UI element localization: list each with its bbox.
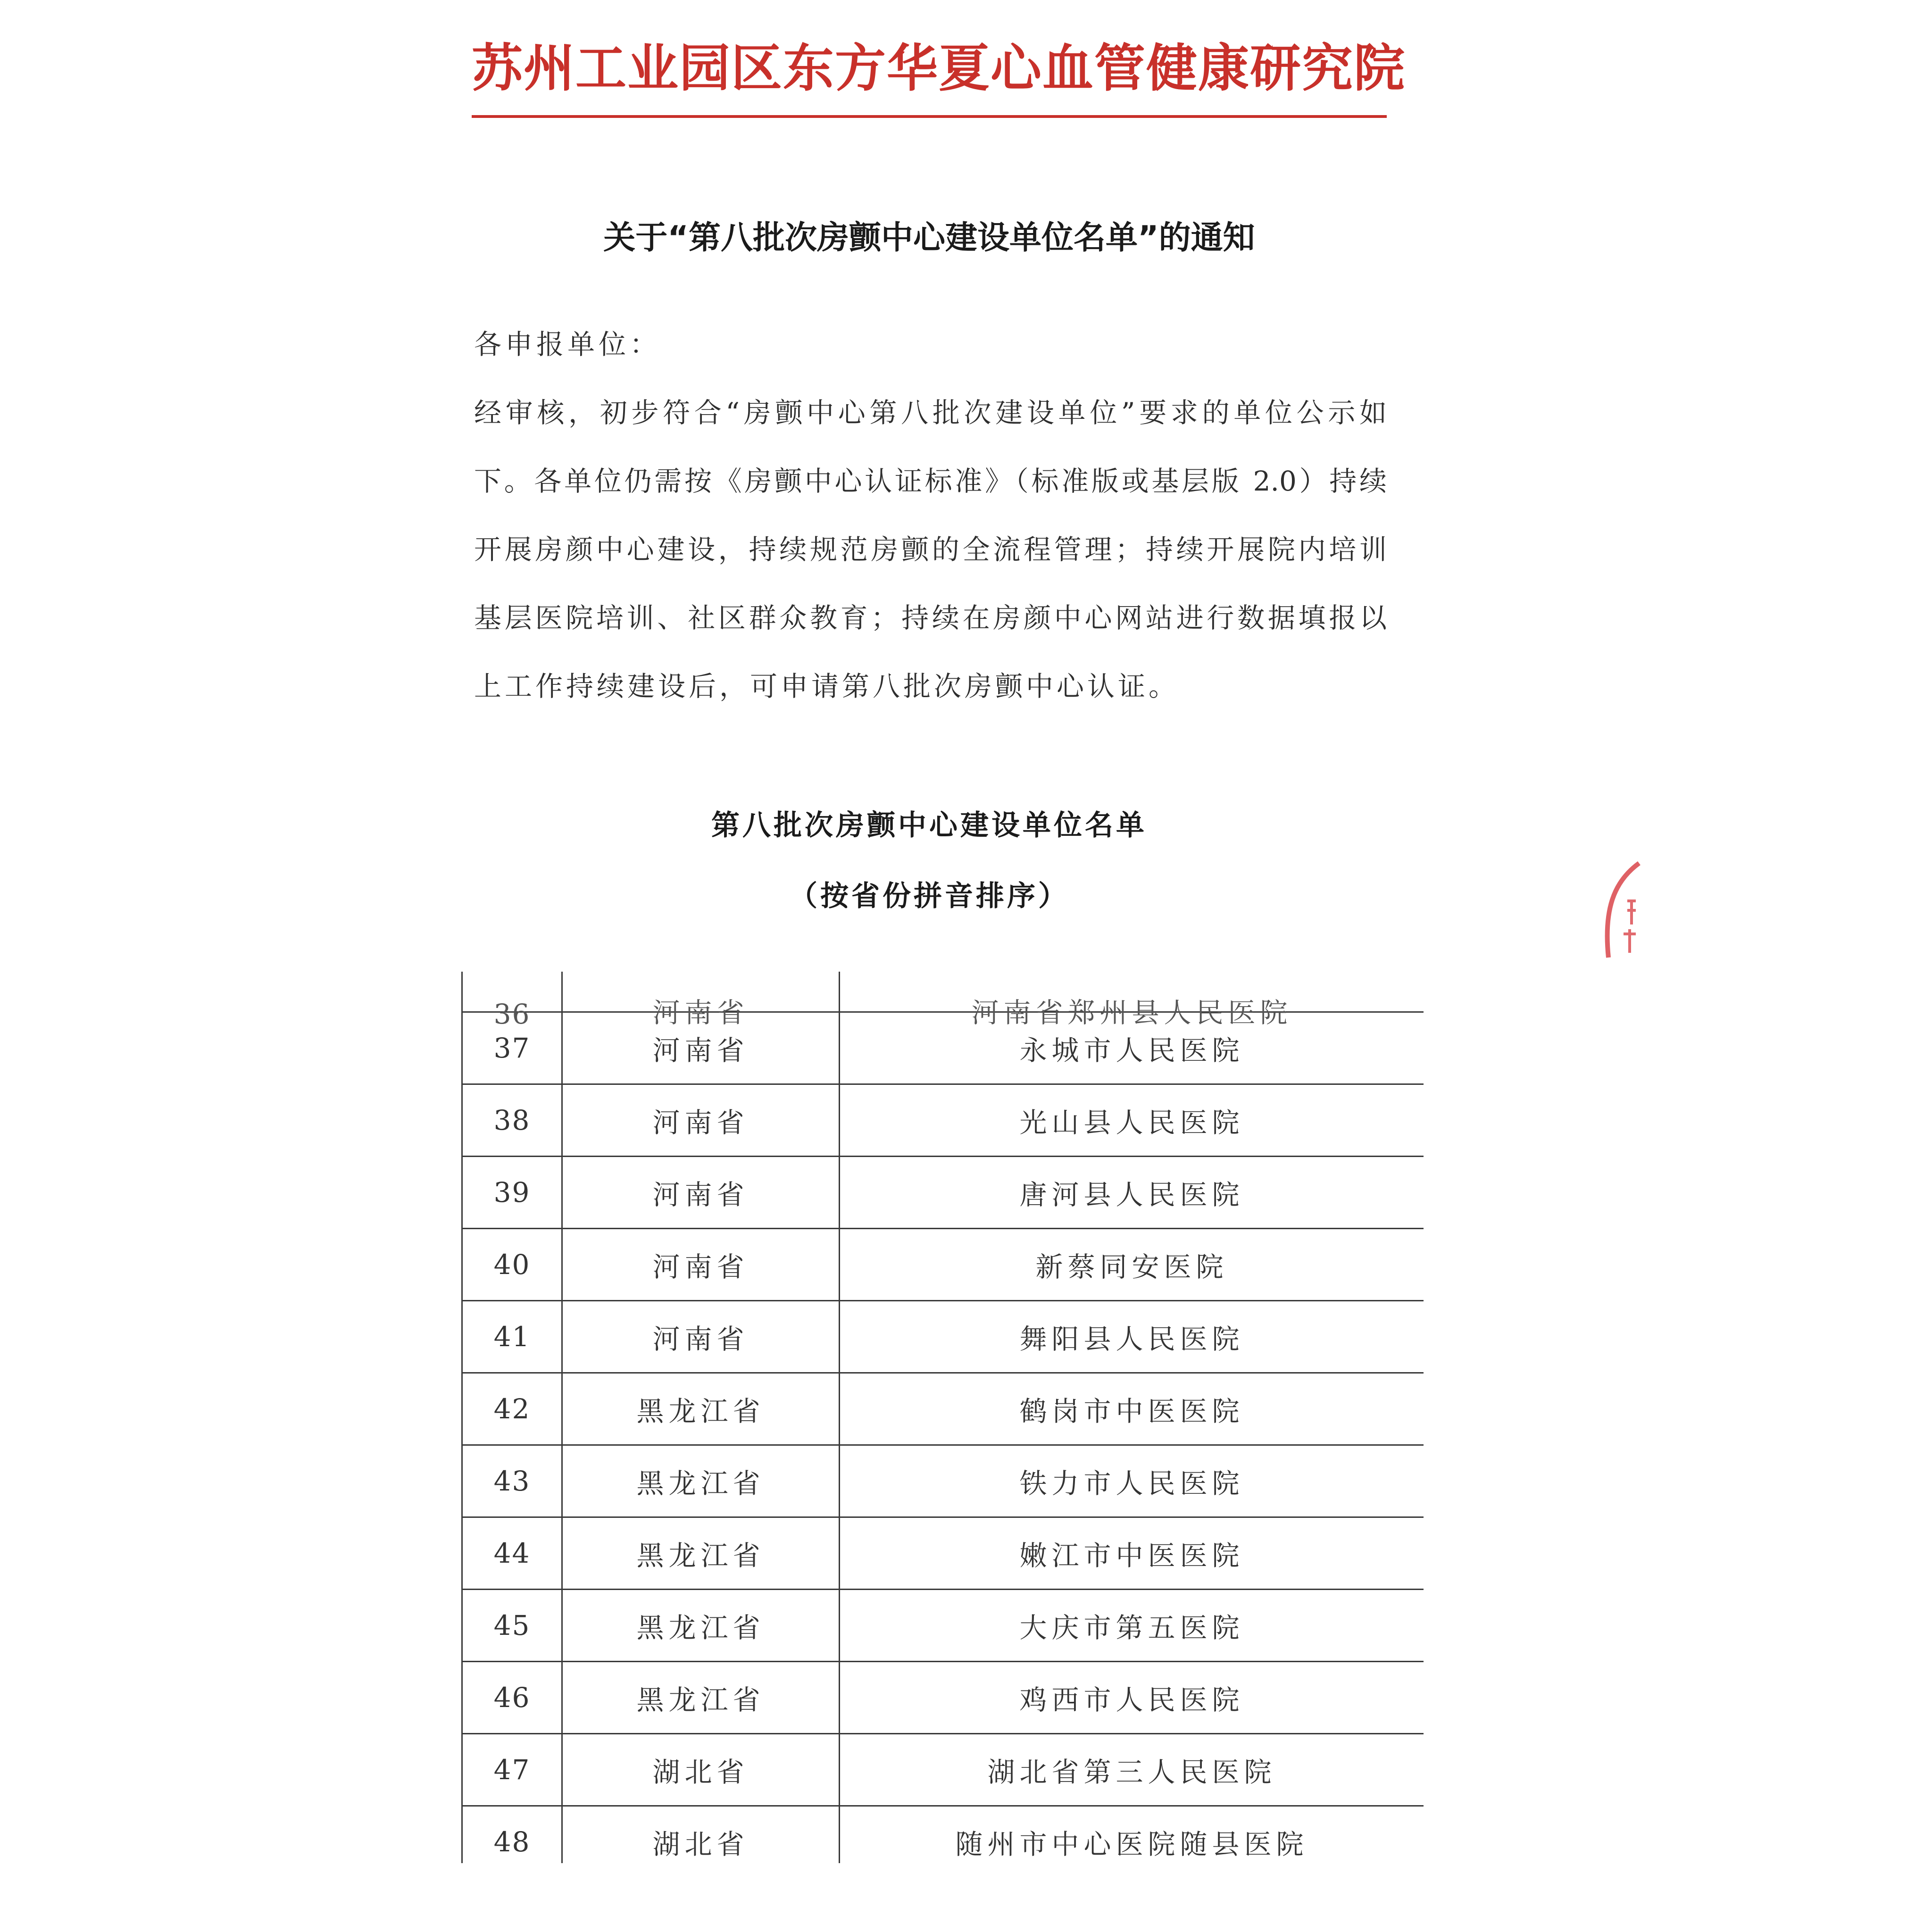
letterhead-divider [472, 115, 1387, 118]
notice-title: 关于“第八批次房颤中心建设单位名单”的通知 [603, 219, 1255, 257]
table-row [462, 1445, 1424, 1517]
row-number: 39 [462, 1157, 562, 1229]
row-number: 43 [462, 1445, 562, 1517]
row-province: 黑龙江省 [562, 1373, 840, 1445]
row-number: 37 [462, 1012, 562, 1084]
row-province: 河南省 [562, 1012, 840, 1084]
row-number: 36 [462, 972, 562, 1012]
row-province: 湖北省 [562, 1734, 840, 1806]
row-number: 41 [462, 1301, 562, 1373]
list-subtitle: （按省份拼音排序） [789, 880, 1069, 913]
row-number: 48 [462, 1806, 562, 1864]
table-row [462, 1157, 1424, 1229]
row-number: 45 [462, 1590, 562, 1662]
row-institution: 鸡西市人民医院 [840, 1662, 1424, 1734]
row-institution: 大庆市第五医院 [840, 1590, 1424, 1662]
table-row-partial [462, 972, 1424, 1012]
row-institution: 鹤岗市中医医院 [840, 1373, 1424, 1445]
body-line-1: 经审核，初步符合“房颤中心第八批次建设单位”要求的单位公示如 [474, 397, 1387, 429]
row-institution: 铁力市人民医院 [840, 1445, 1424, 1517]
row-number: 42 [462, 1373, 562, 1445]
row-institution: 永城市人民医院 [840, 1012, 1424, 1084]
row-institution: 湖北省第三人民医院 [840, 1734, 1424, 1806]
body-line-2: 下。各单位仍需按《房颤中心认证标准》（标准版或基层版 2.0）持续 [474, 465, 1387, 497]
row-institution: 河南省郑州县人民医院 [840, 972, 1424, 1012]
row-province: 河南省 [562, 1084, 840, 1157]
salutation: 各申报单位： [474, 328, 661, 360]
row-province: 河南省 [562, 1229, 840, 1301]
row-province: 河南省 [562, 972, 840, 1012]
row-province: 河南省 [562, 1157, 840, 1229]
row-institution: 随州市中心医院随县医院 [840, 1806, 1424, 1864]
row-province: 河南省 [562, 1301, 840, 1373]
official-seal-fragment [1594, 858, 1641, 976]
body-line-4: 基层医院培训、社区群众教育；持续在房颜中心网站进行数据填报以 [474, 602, 1387, 634]
row-province: 黑龙江省 [562, 1445, 840, 1517]
table-row [462, 1734, 1424, 1806]
row-institution: 光山县人民医院 [840, 1084, 1424, 1157]
table-row [462, 1662, 1424, 1734]
row-province: 黑龙江省 [562, 1590, 840, 1662]
row-province: 黑龙江省 [562, 1517, 840, 1590]
table-row [462, 1517, 1424, 1590]
row-institution: 嫩江市中医医院 [840, 1517, 1424, 1590]
table-row [462, 1301, 1424, 1373]
body-line-5: 上工作持续建设后，可申请第八批次房颤中心认证。 [474, 670, 1180, 702]
letterhead [472, 38, 1406, 118]
organization-name: 苏州工业园区东方华夏心血管健康研究院 [472, 39, 1406, 98]
row-province: 黑龙江省 [562, 1662, 840, 1734]
row-institution: 唐河县人民医院 [840, 1157, 1424, 1229]
row-institution: 舞阳县人民医院 [840, 1301, 1424, 1373]
institution-list-table [461, 972, 1424, 1863]
list-title: 第八批次房颤中心建设单位名单 [711, 809, 1147, 842]
row-institution: 新蔡同安医院 [840, 1229, 1424, 1301]
row-number: 47 [462, 1734, 562, 1806]
row-number: 46 [462, 1662, 562, 1734]
table-row [462, 1806, 1424, 1864]
row-number: 38 [462, 1084, 562, 1157]
table-row [462, 1590, 1424, 1662]
body-line-3: 开展房颜中心建设，持续规范房颤的全流程管理；持续开展院内培训 [474, 533, 1387, 566]
seal-icon [1594, 858, 1641, 976]
row-province: 湖北省 [562, 1806, 840, 1864]
row-number: 40 [462, 1229, 562, 1301]
row-number: 44 [462, 1517, 562, 1590]
institution-table [461, 972, 1424, 1863]
table-row [462, 1229, 1424, 1301]
table-row [462, 1084, 1424, 1157]
table-row [462, 1373, 1424, 1445]
